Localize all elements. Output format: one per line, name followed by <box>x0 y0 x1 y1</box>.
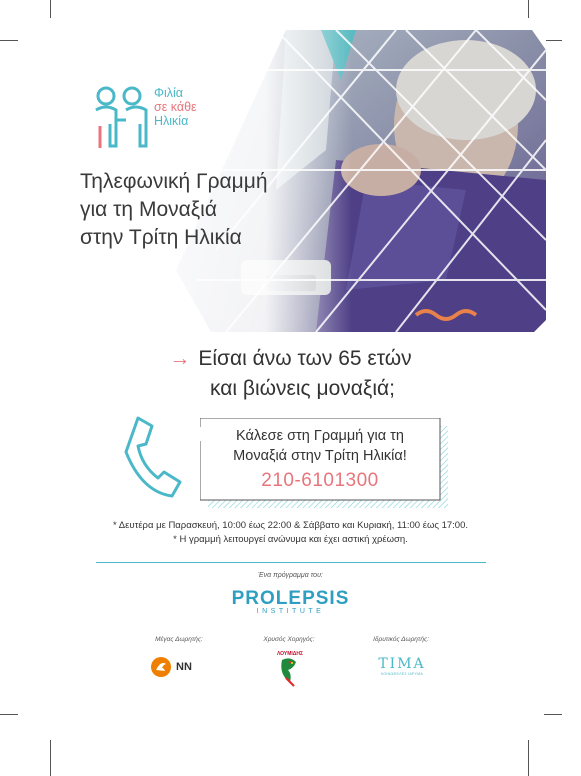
tima-logo <box>360 656 444 686</box>
hero-title-line: για τη Μοναξιά <box>80 198 217 221</box>
two-people-icon <box>90 86 152 152</box>
question-line-1: Είσαι άνω των 65 ετών <box>198 347 412 370</box>
crop-mark-top-right <box>528 0 529 18</box>
tima-sub: ΚΟΙΝΩΦΕΛΕΣ ΙΔΡΥΜΑ <box>380 672 424 676</box>
callout-line-2: Μοναξιά στην Τρίτη Ηλικία! <box>233 448 407 464</box>
anonymous-note: * Η γραμμή λειτουργεί ανώνυμα και έχει αστική χρέωση. <box>173 534 408 545</box>
call-to-action-box <box>200 418 440 500</box>
founding-donor-label: Ιδρυτικός Δωρητής: <box>373 636 429 643</box>
grand-donor-label: Μέγας Δωρητής: <box>155 636 203 643</box>
prolepsis-name: PROLEPSIS <box>231 588 350 609</box>
hero-title-line: Τηλεφωνική Γραμμή <box>80 170 268 193</box>
phone-handset-icon <box>120 412 200 502</box>
logo-line-2: σε κάθε <box>154 100 197 114</box>
hours-note: * Δευτέρα με Παρασκευή, 10:00 έως 22:00 & Σάββατο και Κυριακή, 11:00 έως 17:00. <box>112 520 469 531</box>
logo-line-3: Ηλικία <box>154 114 189 128</box>
crop-mark-top-left <box>50 0 51 18</box>
filia-logo <box>90 86 240 146</box>
crop-mark-bottom-right-h <box>544 714 562 715</box>
nn-logo <box>150 656 210 680</box>
service-notes <box>0 519 581 547</box>
arrow-right-icon: → <box>169 347 191 370</box>
crop-mark-top-right-h <box>544 40 562 41</box>
question-line-2: και βιώνεις μοναξιά; <box>210 377 395 400</box>
main-question <box>0 344 581 404</box>
divider <box>96 562 486 563</box>
crop-mark-bottom-left <box>50 740 51 776</box>
prolepsis-logo <box>0 588 581 615</box>
hero-title-line: στην Τρίτη Ηλικία <box>80 226 242 249</box>
phone-number[interactable]: 210-6101300 <box>261 470 379 491</box>
nn-lion-icon <box>150 656 172 678</box>
callout-message <box>200 426 440 466</box>
logo-line-1: Φιλία <box>154 86 184 100</box>
tima-name: ΤΙΜΑ <box>378 656 426 672</box>
nn-name: NN <box>176 661 192 673</box>
gold-sponsor-label: Χρυσός Χορηγός: <box>263 636 315 643</box>
callout-line-1: Κάλεσε στη Γραμμή για τη <box>236 428 404 444</box>
prolepsis-sub: INSTITUTE <box>256 608 325 615</box>
hero-banner <box>36 30 546 332</box>
crop-mark-top-left-h <box>0 40 18 41</box>
logo-wordmark <box>154 86 197 128</box>
crop-mark-bottom-left-h <box>0 714 18 715</box>
program-label: Ένα πρόγραμμα του: <box>258 572 323 579</box>
loumidis-name: ΛΟΥΜΙΔΗΣ <box>276 651 304 657</box>
loumidis-logo <box>268 648 312 692</box>
hero-title <box>80 168 268 252</box>
crop-mark-bottom-right <box>528 740 529 776</box>
